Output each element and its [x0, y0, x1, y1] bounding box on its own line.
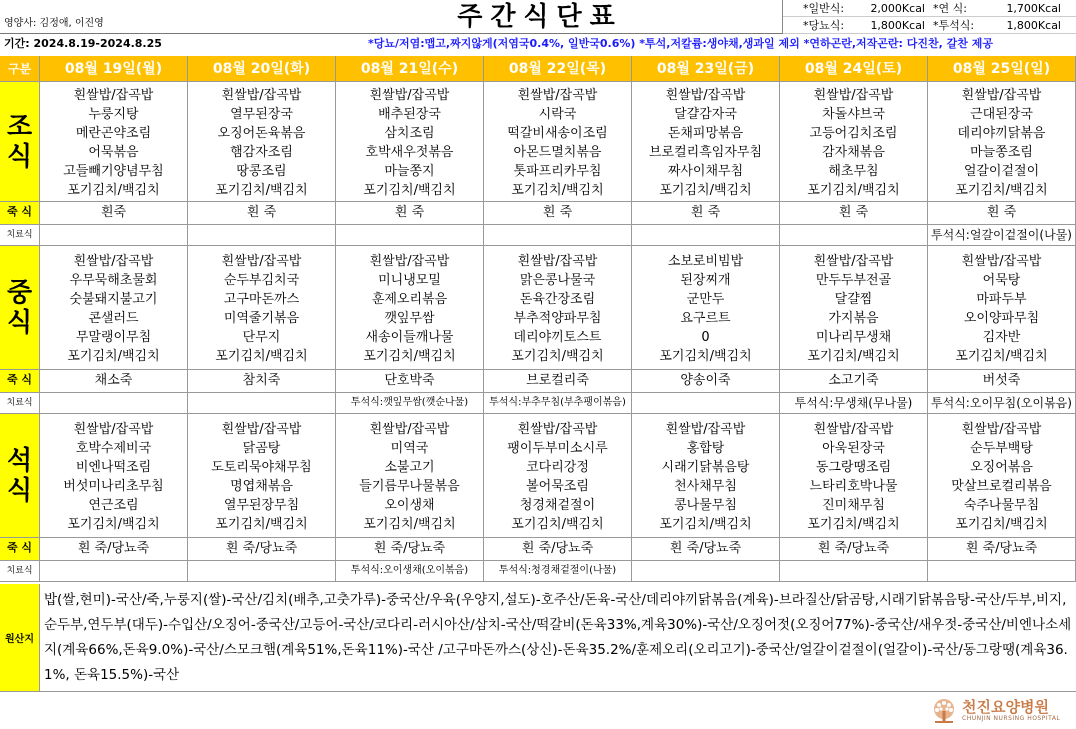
menu-item: 마늘쫑조림 [970, 145, 1033, 160]
origin-label: 원산지 [0, 584, 40, 691]
menu-item: 도토리묵야채무침 [211, 460, 312, 475]
kcal-label: *일반식: [803, 2, 845, 15]
kcal-value: 1,800Kcal [1006, 19, 1061, 32]
juk-item: 흰 죽 [188, 202, 336, 224]
menu-item: 포기김치/백김치 [659, 183, 752, 198]
period-row [0, 34, 1076, 56]
day-header [336, 56, 484, 81]
lunch-juk-row [0, 370, 1076, 393]
menu-item: 시래기닭볶음탕 [661, 460, 750, 475]
menu-item: 무말랭이무침 [75, 330, 152, 345]
menu-item: 흰쌀밥/잡곡밥 [221, 88, 302, 103]
menu-item: 흰쌀밥/잡곡밥 [813, 88, 894, 103]
dinner-label [0, 414, 40, 537]
therapy-item [40, 225, 188, 245]
menu-item: 숫불돼지불고기 [69, 292, 158, 307]
menu-item: 포기김치/백김치 [955, 517, 1048, 532]
menu-item: 흰쌀밥/잡곡밥 [73, 88, 154, 103]
menu-item: 콘샐러드 [88, 311, 139, 326]
origin-section [0, 584, 1076, 692]
dinner-label-char: 석 [6, 445, 33, 476]
juk-item: 흰 죽 [928, 202, 1076, 224]
menu-item: 미니냉모밀 [378, 273, 441, 288]
therapy-item [40, 561, 188, 581]
kcal-value: 2,000Kcal [870, 2, 925, 15]
therapy-item [336, 225, 484, 245]
breakfast-label [0, 82, 40, 201]
breakfast-day-cell [928, 82, 1076, 201]
menu-item: 흰쌀밥/잡곡밥 [813, 422, 894, 437]
therapy-item: 투석식:오이생채(오이볶음) [336, 561, 484, 581]
menu-item: 달걀감자국 [674, 107, 737, 122]
menu-item: 어묵탕 [982, 273, 1021, 288]
therapy-item [780, 225, 928, 245]
menu-item: 닭곰탕 [242, 441, 281, 456]
diet-notes: *당뇨/저염:맵고,짜지않게(저염국0.4%, 일반국0.6%) *투석,저칼륨:생야채,생과일 제외 *연하곤란,저작곤란: 다진찬, 갈찬 제공 [368, 37, 993, 50]
dinner-day-cell [780, 414, 928, 537]
menu-item: 부추적양파무침 [513, 311, 602, 326]
menu-table [0, 56, 1076, 584]
menu-item: 근대된장국 [970, 107, 1033, 122]
juk-item: 흰 죽/당뇨죽 [780, 538, 928, 560]
therapy-item [632, 393, 780, 413]
menu-item: 흰쌀밥/잡곡밥 [369, 422, 450, 437]
period: 기간: 2024.8.19-2024.8.25 [4, 37, 162, 50]
dinner-label-char: 식 [6, 475, 33, 506]
day-label: 08월 19일(월) [64, 61, 163, 77]
day-header [40, 56, 188, 81]
juk-item: 흰 죽/당뇨죽 [632, 538, 780, 560]
menu-item: 흰쌀밥/잡곡밥 [73, 254, 154, 269]
juk-item: 흰 죽 [780, 202, 928, 224]
origin-text: 밥(쌀,현미)-국산/죽,누룽지(쌀)-국산/김치(배추,고춧가루)-중국산/우육(우양지,설도)-호주산/돈육-국산/데리야끼닭볶음(계육)-브라질산/닭곰탕,시래기닭볶음탕-국산/두부,비지,순두부,연두부(대두)-수입산/오징어-중국산/고등어-국산/코다리-러시아산/삼치-국산/떡갈비(돈육33%,계육30%)-국산/오징어젓(오징어77%)-중국산/새우젓-중국산/비엔나소세지(계육66%,돈육9.0%)-국산/스모크햄(계육51%,돈육11%)-국산 /고구마돈까스(상신)-돈육35.2%/훈제오리(오리고기)-중국산/얼갈이겉절이(얼갈이)-국산/동그랑땡(계육36.1%, 돈육15.5%)-국산 [44, 592, 1072, 683]
menu-item: 흰쌀밥/잡곡밥 [665, 422, 746, 437]
juk-item: 버섯죽 [928, 370, 1076, 392]
menu-item: 진미채무침 [822, 498, 885, 513]
juk-item: 흰죽 [40, 202, 188, 224]
menu-item: 우무묵해초물회 [69, 273, 158, 288]
therapy-label: 치료식 [0, 393, 40, 413]
dinner-day-cell [188, 414, 336, 537]
lunch-label-char: 중 [6, 277, 33, 308]
menu-item: 시락국 [538, 107, 577, 122]
dinner-day-cell [336, 414, 484, 537]
day-header [780, 56, 928, 81]
menu-item: 브로컬리흑임자무침 [648, 145, 763, 160]
dinner-day-cell [40, 414, 188, 537]
menu-item: 콩나물무침 [674, 498, 737, 513]
menu-item: 포기김치/백김치 [67, 349, 160, 364]
menu-item: 김자반 [982, 330, 1021, 345]
therapy-item [632, 225, 780, 245]
menu-item: 포기김치/백김치 [363, 349, 456, 364]
menu-item: 청경채겉절이 [519, 498, 596, 513]
juk-label: 죽 식 [0, 538, 40, 560]
day-header [632, 56, 780, 81]
juk-label: 죽 식 [0, 202, 40, 224]
menu-item: 명엽채볶음 [230, 479, 293, 494]
menu-item: 포기김치/백김치 [807, 517, 900, 532]
menu-item: 오이양파무침 [963, 311, 1040, 326]
therapy-item: 투석식:깻잎무쌈(깻순나물) [336, 393, 484, 413]
juk-item: 흰 죽 [632, 202, 780, 224]
menu-item: 포기김치/백김치 [659, 349, 752, 364]
menu-item: 마늘쫑지 [384, 164, 435, 179]
menu-item: 돈채피망볶음 [667, 126, 744, 141]
menu-item: 단무지 [242, 330, 281, 345]
menu-item: 미역줄기볶음 [223, 311, 300, 326]
dinner-therapy-row [0, 561, 1076, 582]
lunch-day-cell [928, 246, 1076, 369]
menu-item: 흰쌀밥/잡곡밥 [961, 254, 1042, 269]
therapy-label: 치료식 [0, 225, 40, 245]
menu-item: 포기김치/백김치 [511, 517, 604, 532]
menu-item: 새송이들깨나물 [365, 330, 454, 345]
menu-item: 소보로비빔밥 [667, 254, 744, 269]
therapy-item [780, 561, 928, 581]
lunch-day-cell [780, 246, 928, 369]
breakfast-day-cell [40, 82, 188, 201]
juk-item: 채소죽 [40, 370, 188, 392]
menu-item: 가지볶음 [828, 311, 879, 326]
menu-item: 볼어묵조림 [526, 479, 589, 494]
menu-item: 열무된장무침 [223, 498, 300, 513]
menu-item: 열무된장국 [230, 107, 293, 122]
menu-item: 흰쌀밥/잡곡밥 [517, 422, 598, 437]
lunch-day-cell [40, 246, 188, 369]
day-header [484, 56, 632, 81]
menu-item: 포기김치/백김치 [215, 183, 308, 198]
menu-item: 연근조림 [88, 498, 139, 513]
nutritionist: 영양사: 김정애, 이진영 [4, 18, 104, 29]
day-label: 08월 20일(화) [212, 61, 311, 77]
therapy-item: 투석식:청경채겉절이(나물) [484, 561, 632, 581]
therapy-item [40, 393, 188, 413]
menu-item: 흰쌀밥/잡곡밥 [517, 88, 598, 103]
day-header-row [0, 56, 1076, 82]
menu-item: 돈육간장조림 [519, 292, 596, 307]
menu-item: 맑은콩나물국 [519, 273, 596, 288]
menu-item: 마파두부 [976, 292, 1027, 307]
breakfast-day-cell [780, 82, 928, 201]
juk-item: 단호박죽 [336, 370, 484, 392]
kcal-box [782, 0, 1076, 34]
kcal-value: 1,800Kcal [870, 19, 925, 32]
hospital-logo [930, 696, 1072, 726]
menu-item: 햄감자조림 [230, 145, 293, 160]
menu-item: 순두부김치국 [223, 273, 300, 288]
menu-item: 포기김치/백김치 [659, 517, 752, 532]
menu-item: 팽이두부미소시루 [507, 441, 608, 456]
menu-item: 삼치조림 [384, 126, 435, 141]
lunch-label-char: 식 [6, 307, 33, 338]
menu-item: 동그랑땡조림 [815, 460, 892, 475]
therapy-item [928, 561, 1076, 581]
menu-item: 맛살브로컬리볶음 [951, 479, 1052, 494]
menu-item: 흰쌀밥/잡곡밥 [221, 254, 302, 269]
kcal-value: 1,700Kcal [1006, 2, 1061, 15]
menu-item: 호박새우젓볶음 [365, 145, 454, 160]
menu-item: 호박수제비국 [75, 441, 152, 456]
juk-item: 흰 죽/당뇨죽 [336, 538, 484, 560]
dinner-day-cell [928, 414, 1076, 537]
juk-label: 죽 식 [0, 370, 40, 392]
menu-item: 훈제오리볶음 [371, 292, 448, 307]
menu-item: 포기김치/백김치 [807, 349, 900, 364]
tree-logo-icon [930, 698, 958, 724]
therapy-item [188, 561, 336, 581]
menu-item: 흰쌀밥/잡곡밥 [961, 422, 1042, 437]
menu-item: 코다리강정 [526, 460, 589, 475]
breakfast-day-cell [632, 82, 780, 201]
menu-item: 떡갈비새송이조림 [507, 126, 608, 141]
therapy-item [188, 225, 336, 245]
therapy-item: 투석식:오이무침(오이볶음) [928, 393, 1076, 413]
menu-item: 미역국 [390, 441, 429, 456]
dinner-juk-row [0, 538, 1076, 561]
menu-item: 포기김치/백김치 [807, 183, 900, 198]
corner-label: 구분 [0, 56, 40, 81]
kcal-label: *연 식: [933, 2, 967, 15]
menu-item: 포기김치/백김치 [955, 349, 1048, 364]
menu-item: 얼갈이겉절이 [963, 164, 1040, 179]
juk-item: 브로컬리죽 [484, 370, 632, 392]
menu-item: 소불고기 [384, 460, 435, 475]
menu-item: 흰쌀밥/잡곡밥 [813, 254, 894, 269]
menu-item: 포기김치/백김치 [363, 183, 456, 198]
juk-item: 소고기죽 [780, 370, 928, 392]
lunch-day-cell [484, 246, 632, 369]
juk-item: 참치죽 [188, 370, 336, 392]
menu-item: 버섯미나리초무침 [63, 479, 164, 494]
menu-item: 데리야끼토스트 [513, 330, 602, 345]
top-header [0, 0, 1076, 34]
menu-item: 오징어돈육볶음 [217, 126, 306, 141]
menu-item: 흰쌀밥/잡곡밥 [369, 254, 450, 269]
day-header [928, 56, 1076, 81]
breakfast-juk-row [0, 202, 1076, 225]
dinner-day-cell [632, 414, 780, 537]
juk-item: 흰 죽/당뇨죽 [928, 538, 1076, 560]
breakfast-label-char: 조 [6, 111, 33, 142]
menu-item: 포기김치/백김치 [67, 517, 160, 532]
kcal-label: *투석식: [933, 19, 975, 32]
therapy-item: 투석식:무생채(무나물) [780, 393, 928, 413]
day-label: 08월 24일(토) [804, 61, 903, 77]
juk-item: 흰 죽/당뇨죽 [484, 538, 632, 560]
therapy-item: 투석식:부추무침(부추팽이볶음) [484, 393, 632, 413]
menu-item: 미나리무생채 [815, 330, 892, 345]
day-label: 08월 21일(수) [360, 61, 459, 77]
menu-item: 홍합탕 [686, 441, 725, 456]
day-label: 08월 23일(금) [656, 61, 755, 77]
lunch-day-cell [632, 246, 780, 369]
kcal-row [783, 17, 1076, 34]
hospital-name: 천진요양병원 [962, 698, 1049, 716]
juk-item: 흰 죽 [336, 202, 484, 224]
breakfast-day-cell [188, 82, 336, 201]
menu-item: 오이생채 [384, 498, 435, 513]
lunch-day-cell [188, 246, 336, 369]
menu-item: 오징어볶음 [970, 460, 1033, 475]
menu-item: 만두두부전골 [815, 273, 892, 288]
lunch-therapy-row [0, 393, 1076, 414]
therapy-item [484, 225, 632, 245]
juk-item: 흰 죽/당뇨죽 [188, 538, 336, 560]
lunch-day-cell [336, 246, 484, 369]
menu-item: 누룽지탕 [88, 107, 139, 122]
kcal-label: *당뇨식: [803, 19, 845, 32]
menu-item: 배추된장국 [378, 107, 441, 122]
therapy-label: 치료식 [0, 561, 40, 581]
menu-item: 순두부백탕 [970, 441, 1033, 456]
therapy-item [188, 393, 336, 413]
menu-item: 포기김치/백김치 [955, 183, 1048, 198]
kcal-row [783, 0, 1076, 17]
day-header [188, 56, 336, 81]
dinner-day-cell [484, 414, 632, 537]
juk-item: 양송이죽 [632, 370, 780, 392]
menu-item: 포기김치/백김치 [511, 183, 604, 198]
menu-item: 흰쌀밥/잡곡밥 [221, 422, 302, 437]
breakfast-day-cell [484, 82, 632, 201]
lunch-label [0, 246, 40, 369]
menu-item: 흰쌀밥/잡곡밥 [665, 88, 746, 103]
menu-item: 흰쌀밥/잡곡밥 [517, 254, 598, 269]
menu-item: 느타리호박나물 [809, 479, 898, 494]
dinner-row [0, 414, 1076, 538]
menu-item: 들기름무나물볶음 [359, 479, 460, 494]
juk-item: 흰 죽 [484, 202, 632, 224]
menu-item: 포기김치/백김치 [67, 183, 160, 198]
menu-item: 된장찌개 [680, 273, 731, 288]
menu-item: 포기김치/백김치 [215, 349, 308, 364]
hospital-subtitle: CHUNJIN NURSING HOSPITAL [962, 715, 1061, 722]
menu-item: 고등어김치조림 [809, 126, 898, 141]
menu-item: 해초무침 [828, 164, 879, 179]
menu-item: 흰쌀밥/잡곡밥 [369, 88, 450, 103]
menu-item: 고들빼기양념무침 [63, 164, 164, 179]
therapy-item [632, 561, 780, 581]
menu-item: 고구마돈까스 [223, 292, 300, 307]
menu-item: 군만두 [686, 292, 725, 307]
menu-item: 깻잎무쌈 [384, 311, 435, 326]
breakfast-day-cell [336, 82, 484, 201]
menu-item: 땅콩조림 [236, 164, 287, 179]
menu-item: 차돌샤브국 [822, 107, 885, 122]
menu-item: 달걀찜 [834, 292, 873, 307]
menu-item: 데리야끼닭볶음 [957, 126, 1046, 141]
menu-item: 비엔나떡조림 [75, 460, 152, 475]
menu-item: 짜사이채무침 [667, 164, 744, 179]
juk-item: 흰 죽/당뇨죽 [40, 538, 188, 560]
page-title: 주간식단표 [457, 2, 623, 32]
menu-item: 흰쌀밥/잡곡밥 [73, 422, 154, 437]
menu-item: 요구르트 [680, 311, 731, 326]
breakfast-label-char: 식 [6, 141, 33, 172]
menu-item: 천사채무침 [674, 479, 737, 494]
therapy-item: 투석식:얼갈이겉절이(나물) [928, 225, 1076, 245]
menu-item: 아몬드멸치볶음 [513, 145, 602, 160]
menu-item: 어묵볶음 [88, 145, 139, 160]
lunch-row [0, 246, 1076, 370]
menu-item: 흰쌀밥/잡곡밥 [961, 88, 1042, 103]
menu-item: 톳파프리카무침 [513, 164, 602, 179]
menu-item: 감자채볶음 [822, 145, 885, 160]
menu-item: 포기김치/백김치 [511, 349, 604, 364]
breakfast-row [0, 82, 1076, 202]
menu-item: 포기김치/백김치 [363, 517, 456, 532]
breakfast-therapy-row [0, 225, 1076, 246]
day-label: 08월 25일(일) [952, 61, 1051, 77]
menu-item: 아욱된장국 [822, 441, 885, 456]
menu-item: 숙주나물무침 [963, 498, 1040, 513]
menu-item: 0 [701, 330, 710, 345]
day-label: 08월 22일(목) [508, 61, 607, 77]
menu-item: 메란곤약조림 [75, 126, 152, 141]
menu-item: 포기김치/백김치 [215, 517, 308, 532]
